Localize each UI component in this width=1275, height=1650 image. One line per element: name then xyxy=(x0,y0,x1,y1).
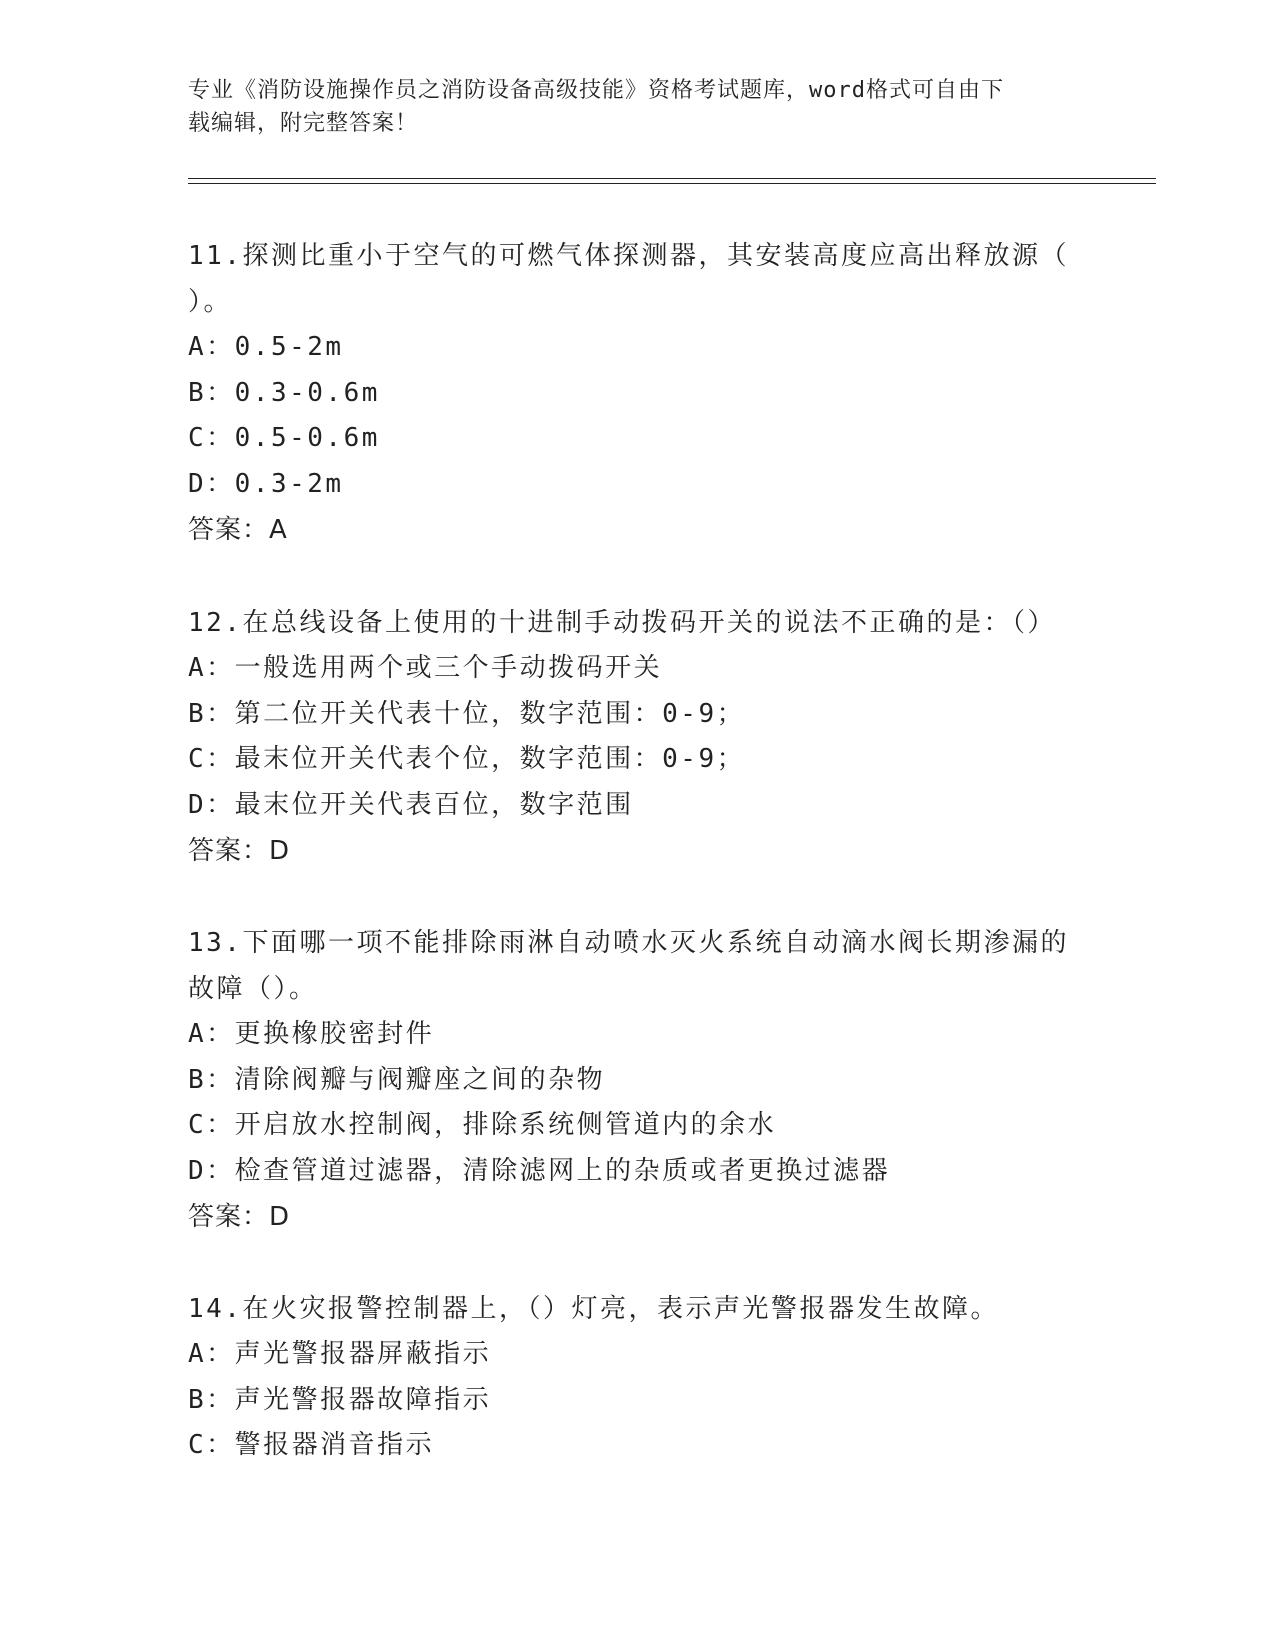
option-d: D：检查管道过滤器，清除滤网上的杂质或者更换过滤器 xyxy=(188,1155,891,1186)
question-stem: 13.下面哪一项不能排除雨淋自动喷水灭火系统自动滴水阀长期渗漏的 xyxy=(188,928,1069,958)
question-13 xyxy=(188,920,1088,1240)
option-c: C：最末位开关代表个位，数字范围：0-9； xyxy=(188,744,746,774)
option-b: B：声光警报器故障指示 xyxy=(188,1384,492,1415)
header-divider-top xyxy=(188,178,1156,179)
option-b: B：0.3-0.6m xyxy=(188,377,380,408)
option-a: A：0.5-2m xyxy=(188,332,344,362)
question-14 xyxy=(188,1286,1088,1469)
question-stem-continued: ）。 xyxy=(188,287,233,317)
option-a: A：声光警报器屏蔽指示 xyxy=(188,1339,492,1369)
question-stem: 14.在火灾报警控制器上，（）灯亮，表示声光警报器发生故障。 xyxy=(188,1294,999,1324)
option-a: A：更换橡胶密封件 xyxy=(188,1019,435,1049)
answer: 答案：D xyxy=(188,836,291,866)
option-c: C：0.5-0.6m xyxy=(188,423,380,453)
document-header xyxy=(188,74,1068,140)
question-stem: 11.探测比重小于空气的可燃气体探测器，其安装高度应高出释放源（ xyxy=(188,241,1069,271)
answer: 答案：D xyxy=(188,1202,291,1232)
option-b: B：第二位开关代表十位，数字范围：0-9； xyxy=(188,698,746,729)
header-line-2: 载编辑，附完整答案！ xyxy=(188,111,419,136)
option-a: A：一般选用两个或三个手动拨码开关 xyxy=(188,653,663,683)
header-line-1: 专业《消防设施操作员之消防设备高级技能》资格考试题库，word格式可自由下 xyxy=(188,78,1004,103)
answer: 答案：A xyxy=(188,515,288,545)
question-stem-continued: 故障（）。 xyxy=(188,974,318,1004)
option-c: C：警报器消音指示 xyxy=(188,1430,435,1460)
question-12 xyxy=(188,600,1088,874)
question-11 xyxy=(188,233,1088,553)
option-d: D：0.3-2m xyxy=(188,468,344,499)
question-stem: 12.在总线设备上使用的十进制手动拨码开关的说法不正确的是：（） xyxy=(188,608,1056,638)
option-d: D：最末位开关代表百位，数字范围 xyxy=(188,789,634,820)
option-b: B：清除阀瓣与阀瓣座之间的杂物 xyxy=(188,1064,606,1095)
header-divider-bottom xyxy=(188,183,1156,184)
option-c: C：开启放水控制阀，排除系统侧管道内的余水 xyxy=(188,1110,777,1140)
